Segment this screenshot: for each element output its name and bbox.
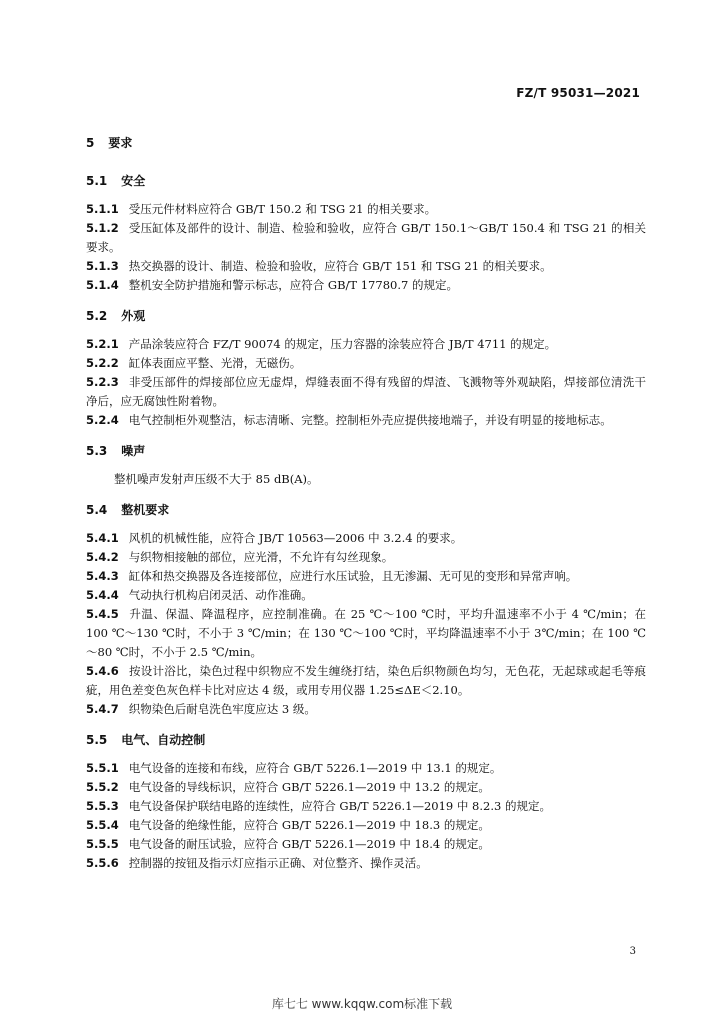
subsection-number: 5.1 <box>86 174 108 188</box>
subsection-heading <box>86 731 646 749</box>
clause <box>86 529 646 548</box>
clause-text: 热交换器的设计、制造、检验和验收，应符合 GB/T 151 和 TSG 21 的相关要求。 <box>128 259 552 273</box>
clause-text: 织物染色后耐皂洗色牢度应达 3 级。 <box>128 702 316 716</box>
clause-text: 非受压部件的焊接部位应无虚焊，焊缝表面不得有残留的焊渣、飞溅物等外观缺陷，焊接部位清洗干净后，应无腐蚀性附着物。 <box>86 375 646 408</box>
clause <box>86 586 646 605</box>
clause-number: 5.2.2 <box>86 356 119 370</box>
clause-number: 5.2.4 <box>86 413 119 427</box>
clause-number: 5.4.7 <box>86 702 119 716</box>
clause-number: 5.5.6 <box>86 856 119 870</box>
clause <box>86 759 646 778</box>
clause <box>86 335 646 354</box>
clause-text: 电气设备保护联结电路的连续性，应符合 GB/T 5226.1—2019 中 8.2.3 的规定。 <box>128 799 551 813</box>
clause-text: 与织物相接触的部位，应光滑，不允许有勾丝现象。 <box>128 550 394 564</box>
clause <box>86 605 646 662</box>
clause <box>86 219 646 257</box>
subsection-title: 噪声 <box>121 444 146 458</box>
subsection-number: 5.4 <box>86 503 108 517</box>
subsection-title: 外观 <box>121 309 146 323</box>
clause-number: 5.4.5 <box>86 607 119 621</box>
subsection-title: 整机要求 <box>121 503 170 517</box>
main-content <box>86 134 646 873</box>
clause-text: 电气设备的导线标识，应符合 GB/T 5226.1—2019 中 13.2 的规定。 <box>128 780 490 794</box>
subsection-heading <box>86 307 646 325</box>
clause <box>86 778 646 797</box>
clause-text: 受压缸体及部件的设计、制造、检验和验收，应符合 GB/T 150.1～GB/T 150.4 和 TSG 21 的相关要求。 <box>86 221 646 254</box>
clause <box>86 548 646 567</box>
clause <box>86 411 646 430</box>
clause-text: 整机安全防护措施和警示标志，应符合 GB/T 17780.7 的规定。 <box>128 278 458 292</box>
clause-number: 5.2.3 <box>86 375 119 389</box>
clause-text: 电气设备的耐压试验，应符合 GB/T 5226.1—2019 中 18.4 的规定。 <box>128 837 490 851</box>
subsection-title: 电气、自动控制 <box>121 733 206 747</box>
clause-number: 5.1.4 <box>86 278 119 292</box>
clause-text: 缸体和热交换器及各连接部位，应进行水压试验，且无渗漏、无可见的变形和异常声响。 <box>128 569 578 583</box>
clause-text: 缸体表面应平整、光滑，无磁伤。 <box>128 356 302 370</box>
clause-text: 按设计浴比，染色过程中织物应不发生缠绕打结，染色后织物颜色均匀，无色花，无起球或起毛等痕疵，用色差变色灰色样卡比对应达 4 级，或用专用仪器 1.25≤ΔE＜2.10。 <box>86 664 646 697</box>
subsection-number: 5.5 <box>86 733 108 747</box>
clause-text: 产品涂装应符合 FZ/T 90074 的规定，压力容器的涂装应符合 JB/T 4711 的规定。 <box>128 337 557 351</box>
clause-number: 5.5.3 <box>86 799 119 813</box>
clause <box>86 797 646 816</box>
clause-number: 5.4.4 <box>86 588 119 602</box>
clause <box>86 854 646 873</box>
clause <box>86 200 646 219</box>
clause-number: 5.5.1 <box>86 761 119 775</box>
clause-number: 5.4.2 <box>86 550 119 564</box>
subsection-heading <box>86 172 646 190</box>
clause-text: 电气控制柜外观整洁，标志清晰、完整。控制柜外壳应提供接地端子，并设有明显的接地标志。 <box>128 413 612 427</box>
section-number: 5 <box>86 136 95 150</box>
clause <box>86 257 646 276</box>
clause-number: 5.2.1 <box>86 337 119 351</box>
standard-code: FZ/T 95031—2021 <box>516 86 640 100</box>
clause-text: 电气设备的绝缘性能，应符合 GB/T 5226.1—2019 中 18.3 的规定。 <box>128 818 490 832</box>
clause-number: 5.4.1 <box>86 531 119 545</box>
page-number: 3 <box>629 946 636 957</box>
clause-text: 受压元件材料应符合 GB/T 150.2 和 TSG 21 的相关要求。 <box>128 202 437 216</box>
clause <box>86 276 646 295</box>
section-heading <box>86 134 646 152</box>
clause-number: 5.1.2 <box>86 221 119 235</box>
clause-text: 气动执行机构启闭灵活、动作准确。 <box>128 588 313 602</box>
clause <box>86 700 646 719</box>
clause-text: 风机的机械性能，应符合 JB/T 10563—2006 中 3.2.4 的要求。 <box>128 531 463 545</box>
clause <box>86 835 646 854</box>
footer-watermark: 库七七 www.kqqw.com标准下载 <box>271 997 453 1011</box>
section-title: 要求 <box>108 136 133 150</box>
subsection-heading <box>86 442 646 460</box>
clause-number: 5.1.1 <box>86 202 119 216</box>
clause-number: 5.5.2 <box>86 780 119 794</box>
clause-number: 5.5.4 <box>86 818 119 832</box>
clause-number: 5.5.5 <box>86 837 119 851</box>
subsection-title: 安全 <box>121 174 146 188</box>
paragraph: 整机噪声发射声压级不大于 85 dB(A)。 <box>114 472 319 486</box>
clause <box>86 567 646 586</box>
subsection-number: 5.2 <box>86 309 108 323</box>
clause <box>86 816 646 835</box>
clause <box>86 662 646 700</box>
clause-number: 5.4.6 <box>86 664 119 678</box>
subsection-number: 5.3 <box>86 444 108 458</box>
clause-text: 控制器的按钮及指示灯应指示正确、对位整齐、操作灵活。 <box>128 856 428 870</box>
clause-number: 5.1.3 <box>86 259 119 273</box>
clause-number: 5.4.3 <box>86 569 119 583</box>
clause-text: 升温、保温、降温程序，应控制准确。在 25 ℃～100 ℃时，平均升温速率不小于 4 ℃/min；在 100 ℃～130 ℃时，不小于 3 ℃/min；在 130 ℃～100 ℃时，平均降温速率不小于 3℃/min；在 100 ℃～80 ℃时，不小于 2.5 ℃/min。 <box>86 607 646 659</box>
subsections <box>86 172 646 873</box>
subsection-heading <box>86 501 646 519</box>
clause <box>86 354 646 373</box>
clause-text: 电气设备的连接和布线，应符合 GB/T 5226.1—2019 中 13.1 的规定。 <box>128 761 502 775</box>
clause <box>86 373 646 411</box>
